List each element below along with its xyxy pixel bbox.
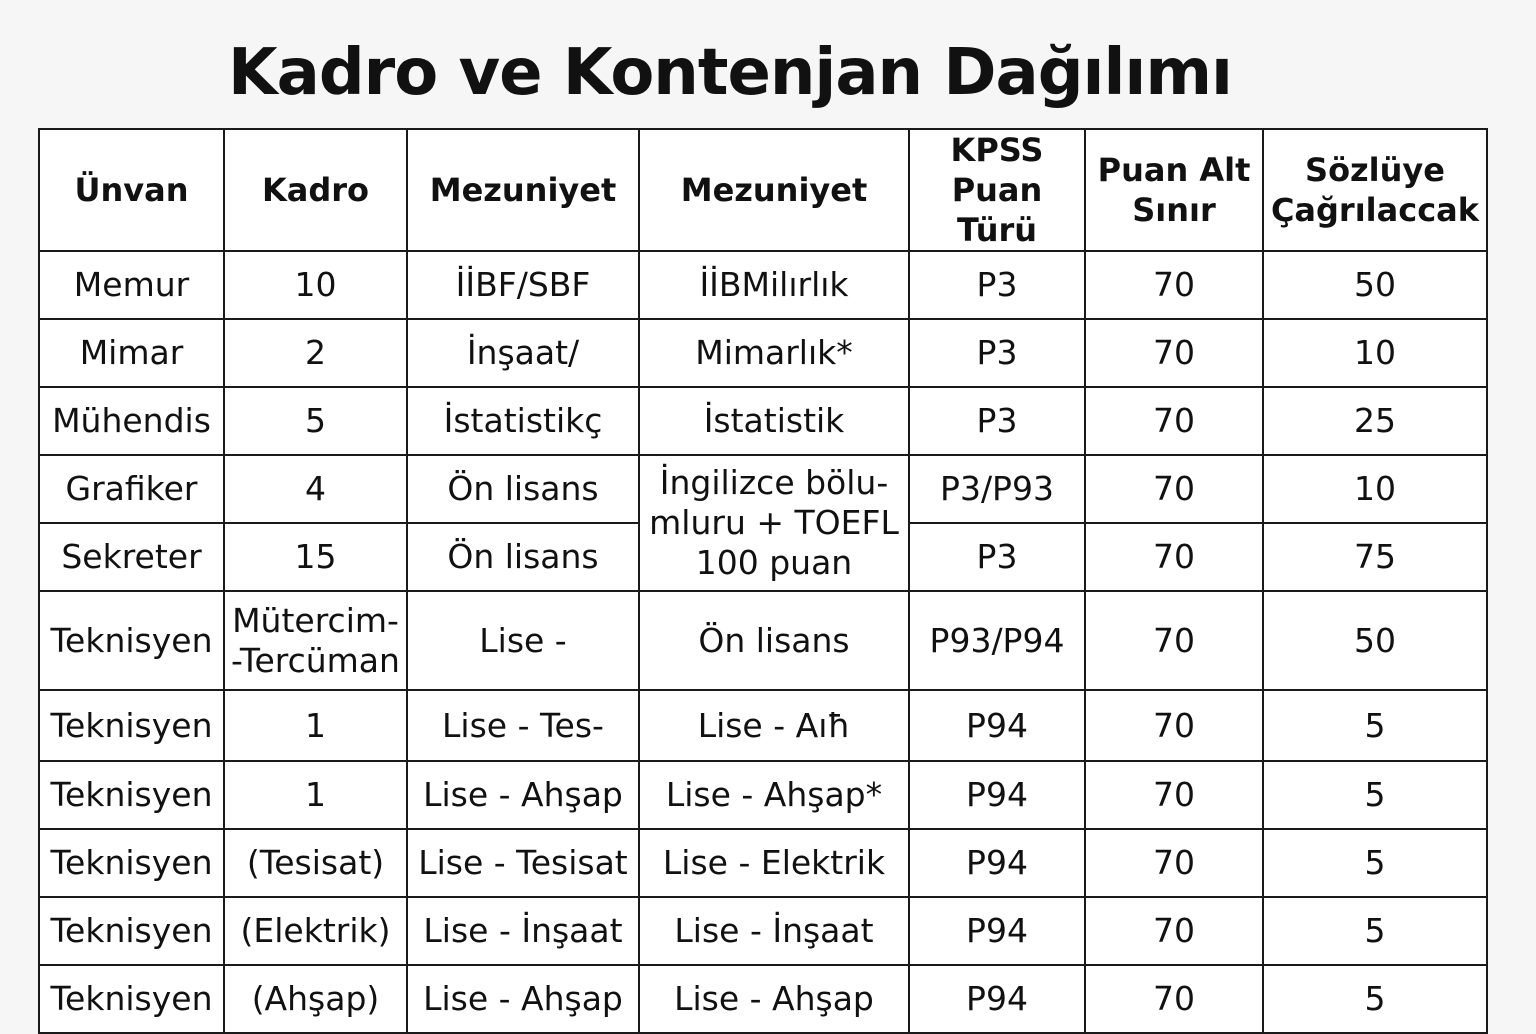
- cell-kpss-puan-turu: P94: [909, 761, 1085, 829]
- cell-sozluye-cagrilacak: 10: [1263, 319, 1487, 387]
- cell-unvan: Sekreter: [39, 523, 224, 591]
- quota-table: [38, 128, 1488, 1034]
- cell-kpss-puan-turu: P3: [909, 319, 1085, 387]
- cell-puan-alt-sinir: 70: [1085, 387, 1263, 455]
- cell-puan-alt-sinir: 70: [1085, 591, 1263, 690]
- column-header-mezuniyet-2: Mezuniyet: [639, 129, 909, 251]
- cell-kadro: 5: [224, 387, 407, 455]
- cell-unvan: Teknisyen: [39, 761, 224, 829]
- cell-mezuniyet-1: Lise - Ahşap: [407, 965, 639, 1033]
- cell-puan-alt-sinir: 70: [1085, 455, 1263, 523]
- table-row: [39, 591, 1487, 690]
- table-row: [39, 251, 1487, 319]
- table-row: [39, 319, 1487, 387]
- cell-mezuniyet-2: İstatistik: [639, 387, 909, 455]
- cell-unvan: Teknisyen: [39, 591, 224, 690]
- cell-puan-alt-sinir: 70: [1085, 965, 1263, 1033]
- table-row: [39, 387, 1487, 455]
- cell-sozluye-cagrilacak: 5: [1263, 829, 1487, 897]
- cell-unvan: Mühendis: [39, 387, 224, 455]
- cell-sozluye-cagrilacak: 50: [1263, 251, 1487, 319]
- cell-mezuniyet-2: Lise - İnşaat: [639, 897, 909, 965]
- cell-kpss-puan-turu: P94: [909, 965, 1085, 1033]
- cell-kadro: 10: [224, 251, 407, 319]
- cell-kpss-puan-turu: P3: [909, 251, 1085, 319]
- cell-kadro: 2: [224, 319, 407, 387]
- column-header-mezuniyet-1: Mezuniyet: [407, 129, 639, 251]
- cell-puan-alt-sinir: 70: [1085, 761, 1263, 829]
- column-header-kpss-puan-turu: KPSS Puan Türü: [909, 129, 1085, 251]
- cell-kpss-puan-turu: P3/P93: [909, 455, 1085, 523]
- cell-kadro: 1: [224, 690, 407, 761]
- cell-unvan: Teknisyen: [39, 897, 224, 965]
- cell-mezuniyet-2: Ön lisans: [639, 591, 909, 690]
- cell-sozluye-cagrilacak: 5: [1263, 761, 1487, 829]
- cell-sozluye-cagrilacak: 5: [1263, 690, 1487, 761]
- cell-mezuniyet-1: Lise - İnşaat: [407, 897, 639, 965]
- cell-kpss-puan-turu: P94: [909, 829, 1085, 897]
- cell-kadro: 15: [224, 523, 407, 591]
- cell-mezuniyet-2: Mimarlık*: [639, 319, 909, 387]
- cell-puan-alt-sinir: 70: [1085, 523, 1263, 591]
- page-title: Kadro ve Kontenjan Dağılımı: [228, 36, 1232, 110]
- cell-kadro: (Ahşap): [224, 965, 407, 1033]
- column-header-unvan: Ünvan: [39, 129, 224, 251]
- cell-mezuniyet-1: Lise - Ahşap: [407, 761, 639, 829]
- table-row: [39, 761, 1487, 829]
- cell-sozluye-cagrilacak: 50: [1263, 591, 1487, 690]
- cell-mezuniyet-2: Lise - Elektrik: [639, 829, 909, 897]
- cell-unvan: Teknisyen: [39, 965, 224, 1033]
- cell-mezuniyet-2: Lise - Ahşap*: [639, 761, 909, 829]
- cell-mezuniyet-1: Lise - Tes-: [407, 690, 639, 761]
- cell-kpss-puan-turu: P94: [909, 690, 1085, 761]
- cell-kpss-puan-turu: P94: [909, 897, 1085, 965]
- cell-kadro: 1: [224, 761, 407, 829]
- cell-unvan: Grafiker: [39, 455, 224, 523]
- header-row: [39, 129, 1487, 251]
- cell-unvan: Teknisyen: [39, 690, 224, 761]
- cell-puan-alt-sinir: 70: [1085, 319, 1263, 387]
- cell-mezuniyet-2: Lise - Aıħ: [639, 690, 909, 761]
- cell-kpss-puan-turu: P3: [909, 523, 1085, 591]
- cell-mezuniyet-2-merged: İngilizce bölu- mluru + TOEFL 100 puan: [639, 455, 909, 591]
- cell-mezuniyet-1: İnşaat/: [407, 319, 639, 387]
- cell-unvan: Teknisyen: [39, 829, 224, 897]
- cell-puan-alt-sinir: 70: [1085, 897, 1263, 965]
- cell-mezuniyet-2: Lise - Ahşap: [639, 965, 909, 1033]
- cell-kadro: (Tesisat): [224, 829, 407, 897]
- cell-sozluye-cagrilacak: 10: [1263, 455, 1487, 523]
- cell-puan-alt-sinir: 70: [1085, 690, 1263, 761]
- cell-kpss-puan-turu: P93/P94: [909, 591, 1085, 690]
- table-row: [39, 829, 1487, 897]
- cell-mezuniyet-1: Ön lisans: [407, 455, 639, 523]
- cell-mezuniyet-1: Lise - Tesisat: [407, 829, 639, 897]
- table-row: [39, 690, 1487, 761]
- cell-mezuniyet-1: Lise -: [407, 591, 639, 690]
- table-row: [39, 897, 1487, 965]
- cell-puan-alt-sinir: 70: [1085, 829, 1263, 897]
- cell-sozluye-cagrilacak: 25: [1263, 387, 1487, 455]
- column-header-kadro: Kadro: [224, 129, 407, 251]
- cell-unvan: Memur: [39, 251, 224, 319]
- table-row: [39, 965, 1487, 1033]
- cell-sozluye-cagrilacak: 5: [1263, 897, 1487, 965]
- cell-mezuniyet-1: İİBF/SBF: [407, 251, 639, 319]
- cell-kadro: (Elektrik): [224, 897, 407, 965]
- table-row: [39, 455, 1487, 523]
- cell-kpss-puan-turu: P3: [909, 387, 1085, 455]
- cell-sozluye-cagrilacak: 75: [1263, 523, 1487, 591]
- cell-mezuniyet-2: İİBMilırlık: [639, 251, 909, 319]
- cell-unvan: Mimar: [39, 319, 224, 387]
- column-header-puan-alt-sinir: Puan Alt Sınır: [1085, 129, 1263, 251]
- cell-sozluye-cagrilacak: 5: [1263, 965, 1487, 1033]
- cell-kadro: Mütercim- -Tercüman: [224, 591, 407, 690]
- cell-mezuniyet-1: İstatistikç: [407, 387, 639, 455]
- column-header-sozluye-cagrilacak: Sözlüye Çağrılaccak: [1263, 129, 1487, 251]
- cell-kadro: 4: [224, 455, 407, 523]
- cell-puan-alt-sinir: 70: [1085, 251, 1263, 319]
- cell-mezuniyet-1: Ön lisans: [407, 523, 639, 591]
